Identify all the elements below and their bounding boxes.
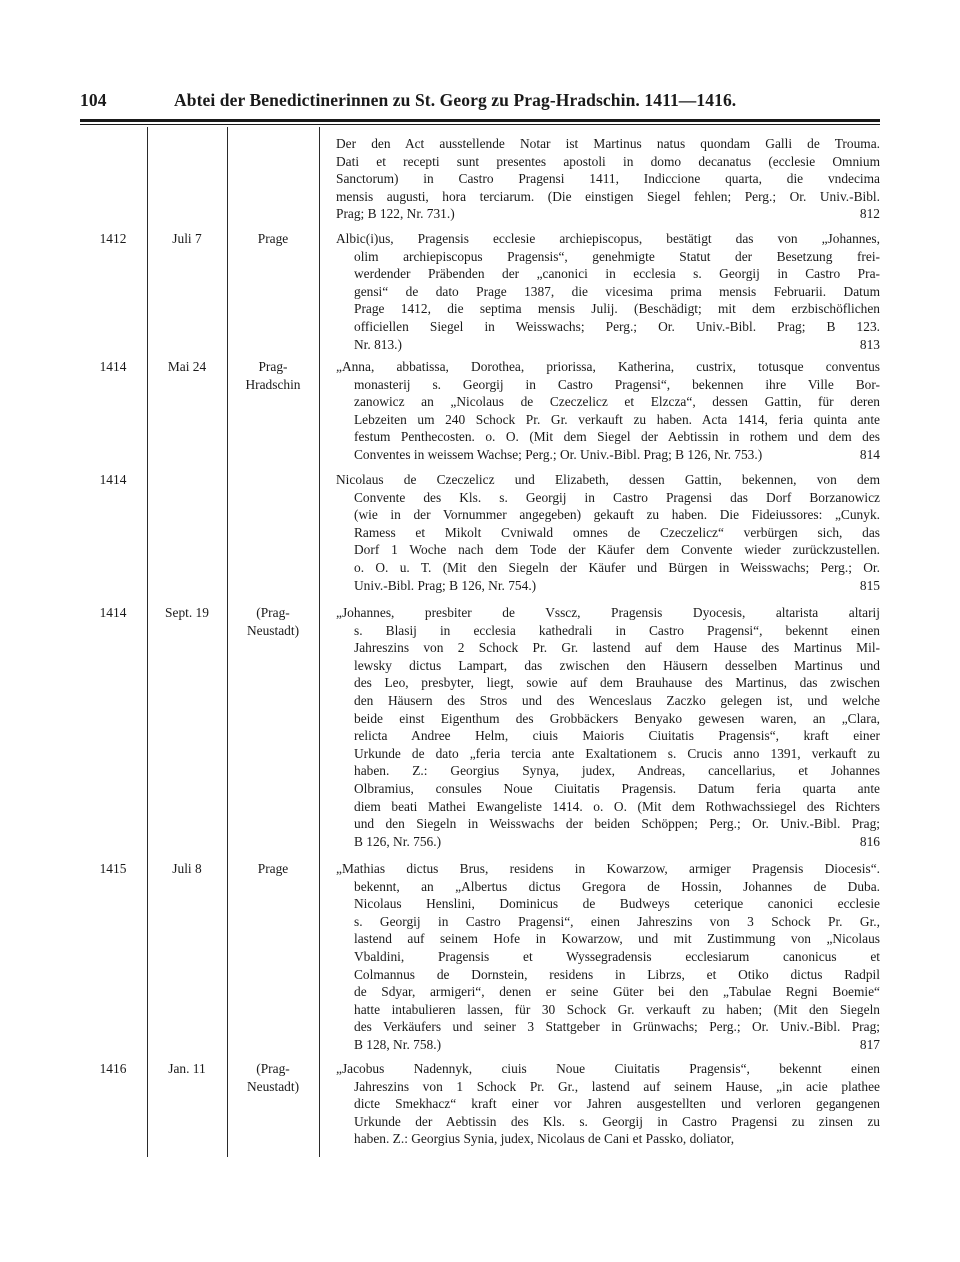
text-line: s. Georgij in Castro Pragensi“, einen Jahreszins von 3 Schock Pr. Gr.,	[354, 913, 880, 929]
entry-number: 813	[859, 336, 880, 352]
entry-date: Mai 24	[167, 359, 207, 374]
text-line: „Jacobus Nadennyk, ciuis Noue Ciuitatis Pragensis“, bekennt einen	[336, 1061, 880, 1076]
text-line	[336, 833, 880, 851]
text-line-content: Prag; B 122, Nr. 731.)	[336, 206, 455, 222]
text-line: lewsky dictus Lampart, das zwischen den Häusern desselben Martinus und	[354, 657, 880, 673]
entry-year: 1414	[99, 472, 127, 487]
entry-text	[336, 358, 880, 464]
text-line: Olbramius, consules Noue Ciuitatis Pragensis. Datum feria quarta ante	[354, 781, 880, 797]
text-line: Nicolaus Henslini, Dominicus de Budweys ceterique canonici ecclesie	[354, 896, 880, 912]
text-line: Prage 1412, die septima mensis Julij. (Beschädigt; mit dem erzbischöflichen	[354, 301, 880, 317]
entry-year: 1414	[99, 359, 127, 374]
text-line: Urkunde de dato „feria tercia ante Exaltationem s. Crucis anno 1391, verkauft zu	[354, 745, 880, 761]
entry-text	[336, 135, 880, 223]
column-divider-date	[227, 127, 228, 1157]
text-line: Dorf 1 Woche nach dem Tode der Käufer dem Convente wieder zurückzustellen.	[354, 542, 880, 558]
entry-number: 816	[859, 833, 880, 849]
entry-number: 814	[859, 447, 880, 463]
text-line: und den Siegeln in Weisswachs der beiden Schöppen; Perg.; Or. Univ.-Bibl. Prag;	[354, 816, 880, 832]
entry-place: (Prag- Neustadt)	[246, 605, 300, 638]
header-rule-thin	[80, 124, 880, 125]
text-line: Sanctorum) in Castro Pragensi 1411, Indiccione quarta, die vndecima	[336, 171, 880, 187]
text-line: beide einst Eigenthum des Grobbäckers Benyako gewesen waren, an „Clara,	[354, 710, 880, 726]
entry-text	[336, 1060, 880, 1148]
column-divider-year	[147, 127, 148, 1157]
entry-number: 815	[859, 577, 880, 593]
text-line: monasterij s. Georgij in Castro Pragensi“, bekennen ihre Ville Bor-	[354, 376, 880, 392]
text-line: Jahreszins von 1 Schock Pr. Gr., lastend auf seinem Hause, „in acie plathee	[354, 1078, 880, 1094]
text-line-content: Univ.-Bibl. Prag; B 126, Nr. 754.)	[354, 577, 537, 593]
text-line: den Häusern des Stros und des Wenceslaus Zaczko gelegen ist, und welche	[354, 693, 880, 709]
entry-place: Prage	[257, 231, 289, 246]
text-line	[336, 336, 880, 354]
text-line: „Mathias dictus Brus, residens in Kowarzow, armiger Pragensis Diocesis“.	[336, 861, 880, 876]
text-line	[336, 446, 880, 464]
entry-date: Jan. 11	[168, 1061, 206, 1076]
text-line-content: B 128, Nr. 758.)	[354, 1037, 442, 1053]
text-line: Dati et recepti sunt presentes apostoli in domo decanatus (ecclesie Omnium	[336, 153, 880, 169]
text-line: zanowicz an „Nicolaus de Czeczelicz et Elzcza“, dessen Gattin, für deren	[354, 394, 880, 410]
text-line-content: Nr. 813.)	[354, 336, 402, 352]
text-line: gensi“ de dato Prage 1387, die vicesima prima mensis Februarii. Datum	[354, 283, 880, 299]
text-line-content: B 126, Nr. 756.)	[354, 833, 442, 849]
text-line: Albic(i)us, Pragensis ecclesie archiepiscopus, bestätigt das von „Johannes,	[336, 231, 880, 246]
text-line: Lebzeiten um 240 Schock Pr. Gr. verkauft zu haben. Acta 1414, feria quinta ante	[354, 411, 880, 427]
entry-date: Sept. 19	[165, 605, 209, 620]
entry-year: 1412	[99, 231, 127, 246]
text-line: dicte Smekhacz“ kraft einer vor Jahren ausgestellten und verloren gegangenen	[354, 1096, 880, 1112]
entry-date: Juli 7	[172, 231, 202, 246]
text-line: diem beati Mathei Ewangeliste 1414. o. O. (Mit dem Rothwachssiegel des Richters	[354, 798, 880, 814]
entry-number: 812	[859, 206, 880, 222]
text-line: des Verkäufers und seiner 3 Stattgeber in Grünwachs; Perg.; Or. Univ.-Bibl. Prag;	[354, 1019, 880, 1035]
running-title: Abtei der Benedictinerinnen zu St. Georg zu Prag-Hradschin. 1411—1416.	[174, 90, 737, 110]
text-line: „Johannes, presbiter de Vsscz, Pragensis Dyocesis, altarista altarij	[336, 605, 880, 620]
text-line: mensis augusti, hora terciarum. (Die einstigen Siegel fehlen; Perg.; Or. Univ.-Bibl.	[336, 188, 880, 204]
text-line	[336, 1036, 880, 1054]
text-line: Urkunde der Aebtissin des Kls. s. Georgij in Castro Pragensi zu zinsen zu	[354, 1113, 880, 1129]
entry-year: 1415	[99, 861, 127, 876]
entry-text	[336, 471, 880, 594]
entry-date: Juli 8	[172, 861, 202, 876]
text-line: o. O. u. T. (Mit den Siegeln der Käufer und Bürgen in Weisswachs; Perg.; Or.	[354, 560, 880, 576]
header-rule-thick	[80, 119, 880, 122]
text-line: Ramess et Mikolt Cvniwald omnes de Czeczelicz“ verbürgen sich, das	[354, 524, 880, 540]
column-divider-place	[319, 127, 320, 1157]
text-line-content: Conventes in weissem Wachse; Perg.; Or. Univ.-Bibl. Prag; B 126, Nr. 753.)	[354, 447, 763, 463]
text-line: Nicolaus de Czeczelicz und Elizabeth, dessen Gattin, bekennen, von dem	[336, 472, 880, 487]
text-line: lastend auf seinem Hofe in Kowarzow, und mit Zustimmung von „Nicolaus	[354, 931, 880, 947]
entry-place: Prag- Hradschin	[245, 359, 301, 392]
text-line: werdender Präbenden der „canonici in ecclesia s. Georgij in Castro Pra-	[354, 266, 880, 282]
text-line: olim archiepiscopus Pragensis“, genehmigte Statut der Besetzung frei-	[354, 248, 880, 264]
text-line: Jahreszins von 2 Schock Pr. Gr. lastend auf dem Hause des Martinus Mil-	[354, 640, 880, 656]
entry-text	[336, 604, 880, 851]
entry-number: 817	[859, 1037, 880, 1053]
text-line: haben. Z.: Georgius Synya, judex, Andreas, cancellarius, et Johannes	[354, 763, 880, 779]
entry-place: (Prag- Neustadt)	[246, 1061, 300, 1094]
text-line: hatte intabulieren lassen, für 30 Schock Gr. verkauft zu haben; (Mit den Siegeln	[354, 1001, 880, 1017]
text-line: „Anna, abbatissa, Dorothea, priorissa, Katherina, custrix, totusque conventus	[336, 359, 880, 374]
text-line: officiellen Siegel in Weisswachs; Perg.; Or. Univ.-Bibl. Prag; B 123.	[354, 319, 880, 335]
entry-year: 1414	[99, 605, 127, 620]
text-line: de Sdyar, armigeri“, denen er seine Güter bei den „Tabulae Regni Boemie“	[354, 984, 880, 1000]
text-line: Convente des Kls. s. Georgij in Castro Pragensi das Dorf Borzanowicz	[354, 489, 880, 505]
text-line: des Leo, presbyter, liegt, sowie auf dem Brauhause des Martinus, das zwischen	[354, 675, 880, 691]
text-line: bekennt, an „Albertus dictus Gregora de Hossin, Johannes de Duba.	[354, 878, 880, 894]
text-line: festum Penthecosten. o. O. (Mit dem Siegel der Aebtissin in rothem und dem des	[354, 429, 880, 445]
page-header	[80, 90, 880, 114]
entry-year: 1416	[99, 1061, 127, 1076]
page-number: 104	[80, 90, 107, 110]
entry-place: Prage	[257, 861, 289, 876]
text-line: Vbaldini, Pragensis et Wyssegradensis ecclesiarum canonicus et	[354, 949, 880, 965]
text-line: haben. Z.: Georgius Synia, judex, Nicolaus de Cani et Passko, doliator,	[354, 1131, 735, 1147]
text-line: (wie in der Vornummer angegeben) gekauft zu haben. Die Fideiussores: „Cunyk.	[354, 507, 880, 523]
entry-text	[336, 860, 880, 1054]
text-line: Colmannus de Dornstein, residens in Librzs, et Otiko dictus Radpil	[354, 966, 880, 982]
text-line	[336, 577, 880, 595]
text-line	[336, 205, 880, 223]
text-line: s. Blasij in ecclesia kathedrali in Castro Pragensi“, bekennt einen	[354, 622, 880, 638]
text-line: Der den Act ausstellende Notar ist Martinus natus quondam Galli de Trouma.	[336, 136, 880, 151]
text-line: relicta Andree Helm, ciuis Maioris Ciuitatis Pragensis“, kraft einer	[354, 728, 880, 744]
entry-text	[336, 230, 880, 353]
